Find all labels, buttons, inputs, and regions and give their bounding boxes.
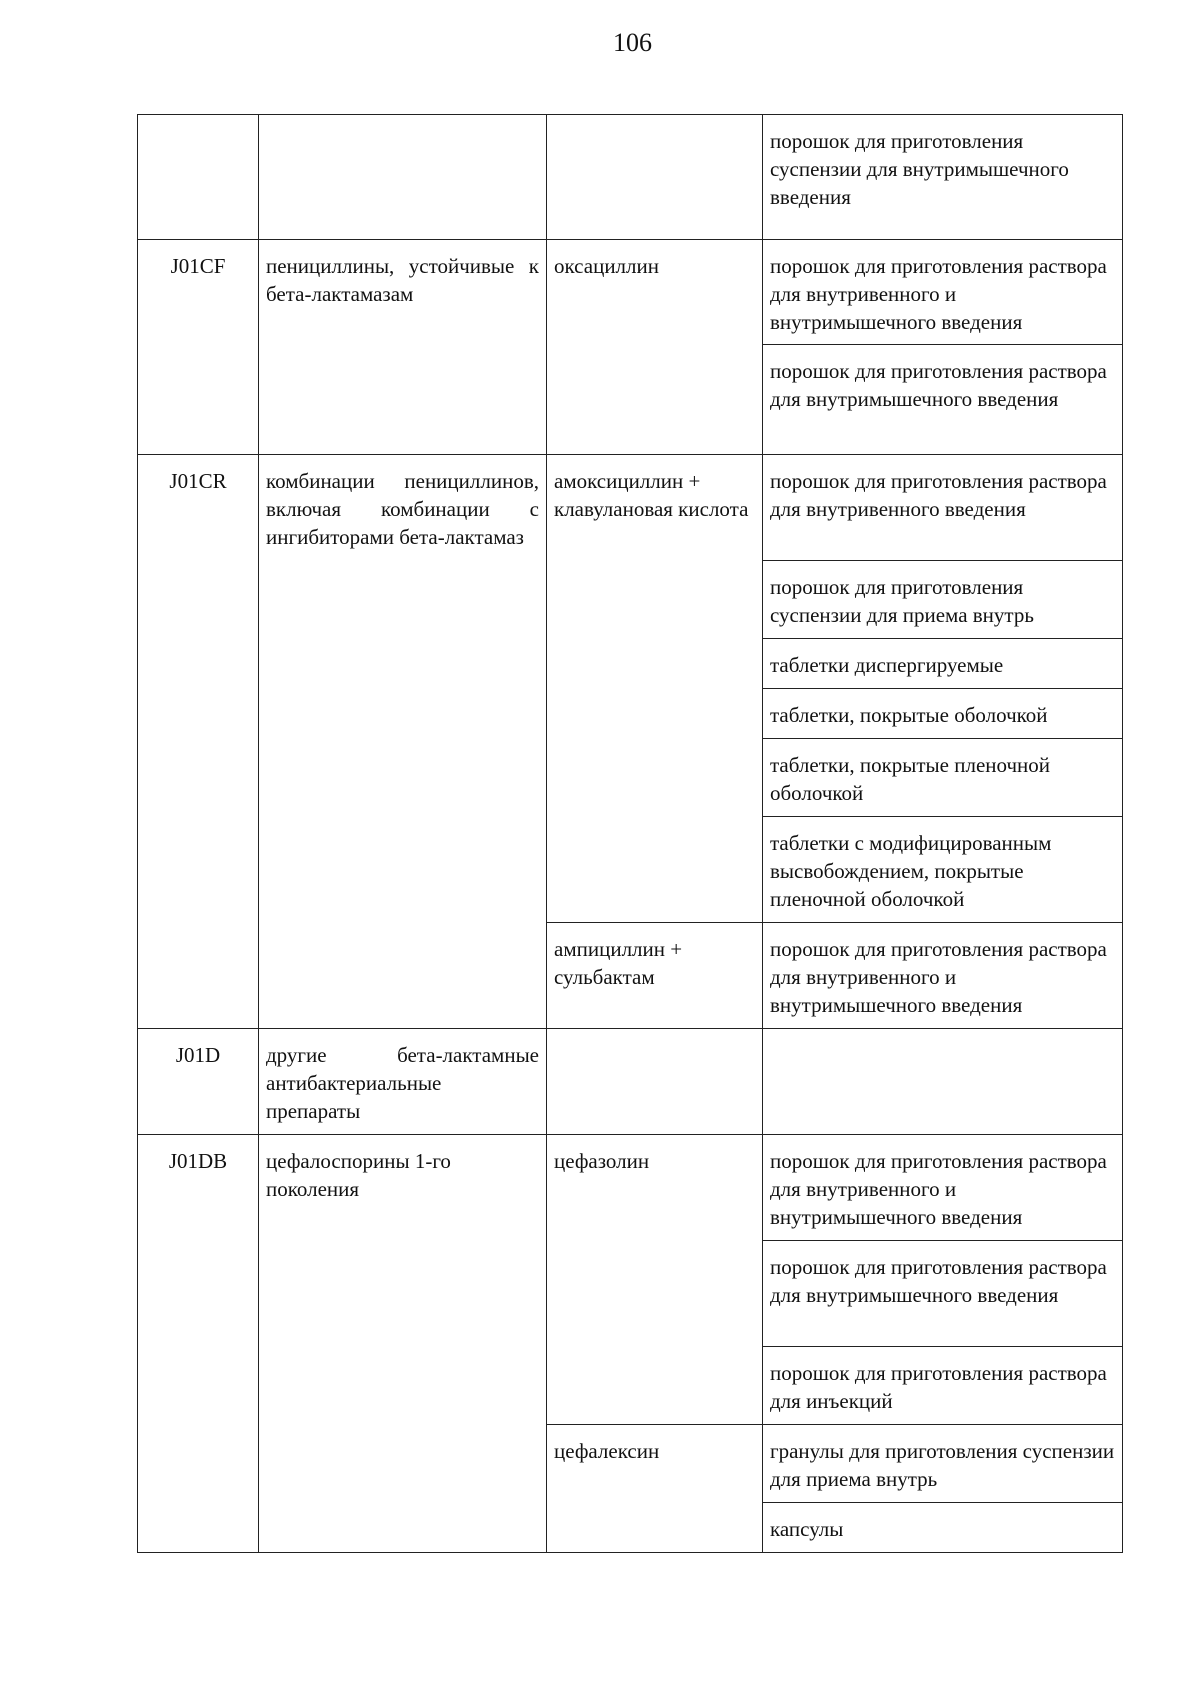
drug-cell [547,115,763,240]
dosage-form-cell: порошок для приготовления раствора для внутривенного и внутримышечного введения [763,923,1123,1029]
drug-cell: цефалексин [547,1425,763,1553]
dosage-form-cell: гранулы для приготовления суспензии для приема внутрь [763,1425,1123,1503]
dosage-form-cell: таблетки с модифицированным высвобождением, покрытые пленочной оболочкой [763,817,1123,923]
table-row [138,240,1123,345]
dosage-form-cell: порошок для приготовления суспензии для приема внутрь [763,561,1123,639]
dosage-form-cell [763,1029,1123,1135]
atc-code-cell: J01D [138,1029,259,1135]
group-text: цефалоспорины 1-го поколения [266,1149,451,1201]
drug-cell: амоксициллин + клавулановая кислота [547,455,763,923]
dosage-form-cell: порошок для приготовления суспензии для внутримышечного введения [763,115,1123,240]
dosage-form-cell: порошок для приготовления раствора для внутримышечного введения [763,345,1123,455]
drug-cell: ампициллин + сульбактам [547,923,763,1029]
atc-code-cell [138,115,259,240]
dosage-form-cell: порошок для приготовления раствора для внутривенного и внутримышечного введения [763,1135,1123,1241]
atc-code-cell: J01CF [138,240,259,455]
dosage-form-cell: таблетки, покрытые пленочной оболочкой [763,739,1123,817]
group-cell: другие бета-лактамные антибактериальные препараты [259,1029,547,1135]
table-row [138,455,1123,561]
dosage-form-cell: таблетки диспергируемые [763,639,1123,689]
atc-code-cell: J01CR [138,455,259,1029]
dosage-form-cell: таблетки, покрытые оболочкой [763,689,1123,739]
drug-cell: оксациллин [547,240,763,455]
dosage-form-cell: порошок для приготовления раствора для внутривенного и внутримышечного введения [763,240,1123,345]
dosage-form-cell: порошок для приготовления раствора для внутримышечного введения [763,1241,1123,1347]
group-cell [259,1135,547,1553]
drug-cell: цефазолин [547,1135,763,1425]
atc-code-cell: J01DB [138,1135,259,1553]
group-cell: пенициллины, устойчивые к бета-лактамазам [259,240,547,455]
dosage-form-cell: порошок для приготовления раствора для инъекций [763,1347,1123,1425]
table-row [138,115,1123,240]
table-row [138,1135,1123,1241]
page-number: 106 [613,28,652,57]
drug-table [137,114,1123,1553]
dosage-form-cell: порошок для приготовления раствора для внутривенного введения [763,455,1123,561]
dosage-form-cell: капсулы [763,1503,1123,1553]
group-cell [259,115,547,240]
drug-cell [547,1029,763,1135]
table-row [138,1029,1123,1135]
group-cell: комбинации пенициллинов, включая комбинации с ингибиторами бета-лактамаз [259,455,547,1029]
